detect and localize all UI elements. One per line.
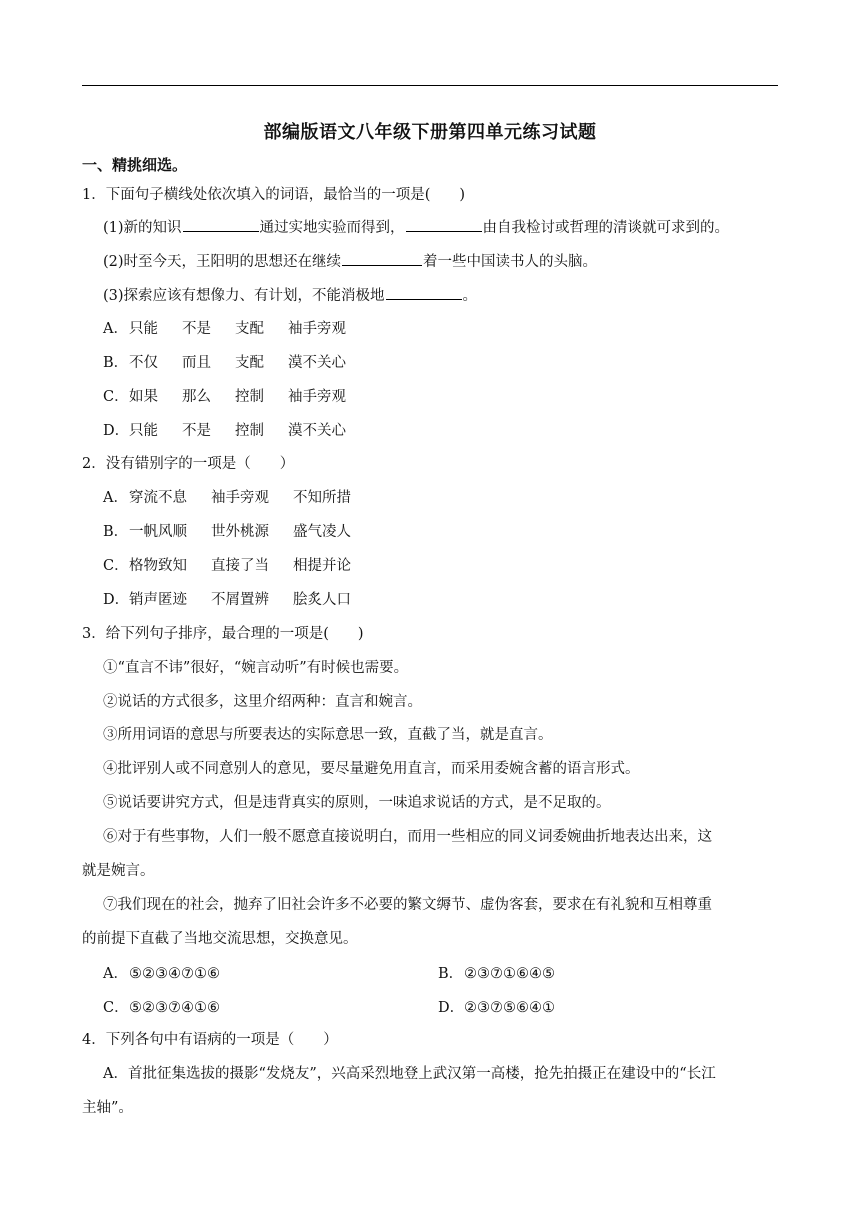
question-3-sentence-7: ⑦我们现在的社会，抛弃了旧社会许多不必要的繁文缛节、虚伪客套，要求在有礼貌和互相尊重: [103, 897, 712, 913]
question-1-option-c[interactable]: [103, 387, 346, 407]
option-word: 而且: [182, 355, 211, 371]
option-word: 漠不关心: [288, 355, 346, 371]
question-3-sentence-4: ④批评别人或不同意别人的意见，要尽量避免用直言，而采用委婉含蓄的语言形式。: [103, 761, 640, 777]
question-3-option-c[interactable]: [103, 996, 220, 1017]
page-title: 部编版语文八年级下册第四单元练习试题: [263, 122, 597, 143]
option-word: 支配: [235, 355, 264, 371]
fill-blank: [342, 251, 422, 266]
option-word: 支配: [235, 321, 264, 337]
option-label: A．: [103, 490, 128, 506]
option-word: 控制: [235, 423, 264, 439]
sentence-text: (2)时至今天，王阳明的思想还在继续: [103, 254, 342, 270]
sentence-text: 通过实地实验而得到，: [259, 220, 405, 236]
option-word: 只能: [129, 321, 158, 337]
option-label: D．: [103, 423, 130, 439]
question-1-option-b[interactable]: [103, 353, 346, 373]
question-3-sentence-5: ⑤说话要讲究方式，但是违背真实的原则，一味追求说话的方式，是不足取的。: [103, 795, 611, 811]
option-text: ⑤②③⑦④①⑥: [129, 1000, 220, 1016]
question-3-sentence-7-cont: 的前提下直截了当地交流思想，交换意见。: [82, 931, 358, 947]
question-1-sentence-2: [103, 251, 597, 272]
header-rule: [82, 85, 778, 86]
fill-blank: [183, 217, 259, 232]
question-3-stem: 3．给下列句子排序，最合理的一项是( ): [82, 626, 364, 642]
option-word: 不知所措: [293, 490, 351, 506]
sentence-text: (1)新的知识: [103, 220, 182, 236]
option-word: 袖手旁观: [288, 389, 346, 405]
option-word: 销声匿迹: [129, 592, 187, 608]
question-2-option-b[interactable]: [103, 522, 351, 542]
question-4-option-a-cont: 主轴”。: [82, 1100, 133, 1116]
option-word: 相提并论: [293, 558, 351, 574]
option-label: D．: [103, 592, 130, 608]
sentence-text: 。: [462, 288, 478, 304]
option-label: C．: [103, 1000, 129, 1016]
option-label: D．: [438, 1000, 465, 1016]
option-word: 不屑置辨: [211, 592, 269, 608]
option-word: 盛气凌人: [293, 524, 351, 540]
option-label: C．: [103, 558, 129, 574]
option-text: ②③⑦⑤⑥④①: [464, 1000, 555, 1016]
question-3-option-d[interactable]: [438, 996, 555, 1017]
question-2-option-a[interactable]: [103, 488, 351, 508]
question-2-option-c[interactable]: [103, 556, 351, 576]
fill-blank: [406, 217, 482, 232]
option-word: 袖手旁观: [288, 321, 346, 337]
question-1-stem: 1．下面句子横线处依次填入的词语，最恰当的一项是( ): [82, 187, 466, 203]
question-3-sentence-3: ③所用词语的意思与所要表达的实际意思一致，直截了当，就是直言。: [103, 727, 553, 743]
option-word: 不是: [182, 321, 211, 337]
sentence-text: 由自我检讨或哲理的清谈就可求到的。: [482, 220, 730, 236]
question-3-sentence-6-cont: 就是婉言。: [82, 863, 155, 879]
option-text: ②③⑦①⑥④⑤: [464, 966, 555, 982]
option-label: B．: [438, 966, 464, 982]
question-3-option-b[interactable]: [438, 962, 555, 983]
question-3-sentence-2: ②说话的方式很多，这里介绍两种：直言和婉言。: [103, 694, 422, 710]
option-label: A．: [103, 966, 128, 982]
option-word: 格物致知: [129, 558, 187, 574]
option-word: 不仅: [129, 355, 158, 371]
option-word: 如果: [129, 389, 158, 405]
sentence-text: 着一些中国读书人的头脑。: [423, 254, 598, 270]
question-1-option-d[interactable]: [103, 421, 346, 441]
option-word: 脍炙人口: [293, 592, 351, 608]
option-word: 控制: [235, 389, 264, 405]
question-1-sentence-1: [103, 217, 729, 238]
option-word: 世外桃源: [211, 524, 269, 540]
sentence-text: (3)探索应该有想像力、有计划，不能消极地: [103, 288, 385, 304]
question-1-sentence-3: [103, 285, 477, 306]
question-1-option-a[interactable]: [103, 319, 346, 339]
option-word: 那么: [182, 389, 211, 405]
question-4-option-a[interactable]: A．首批征集选拔的摄影“发烧友”，兴高采烈地登上武汉第一高楼，抢先拍摄正在建设中的“长江: [103, 1066, 716, 1082]
question-3-option-a[interactable]: [103, 962, 220, 983]
option-label: B．: [103, 355, 129, 371]
question-4-stem: 4．下列各句中有语病的一项是（ ）: [82, 1032, 338, 1048]
question-2-option-d[interactable]: [103, 590, 351, 610]
option-word: 袖手旁观: [211, 490, 269, 506]
fill-blank: [386, 285, 462, 300]
question-3-sentence-6: ⑥对于有些事物，人们一般不愿意直接说明白，而用一些相应的同义词委婉曲折地表达出来，这: [103, 829, 712, 845]
option-word: 只能: [129, 423, 158, 439]
question-2-stem: 2．没有错别字的一项是（ ）: [82, 456, 295, 472]
option-word: 一帆风顺: [129, 524, 187, 540]
option-word: 直接了当: [211, 558, 269, 574]
question-3-sentence-1: ①“直言不讳”很好，“婉言动听”有时候也需要。: [103, 660, 409, 676]
option-label: B．: [103, 524, 129, 540]
option-word: 穿流不息: [129, 490, 187, 506]
option-label: C．: [103, 389, 129, 405]
option-text: ⑤②③④⑦①⑥: [129, 966, 220, 982]
option-word: 漠不关心: [288, 423, 346, 439]
option-label: A．: [103, 321, 128, 337]
section-heading: 一、精挑细选。: [82, 156, 188, 174]
option-word: 不是: [182, 423, 211, 439]
